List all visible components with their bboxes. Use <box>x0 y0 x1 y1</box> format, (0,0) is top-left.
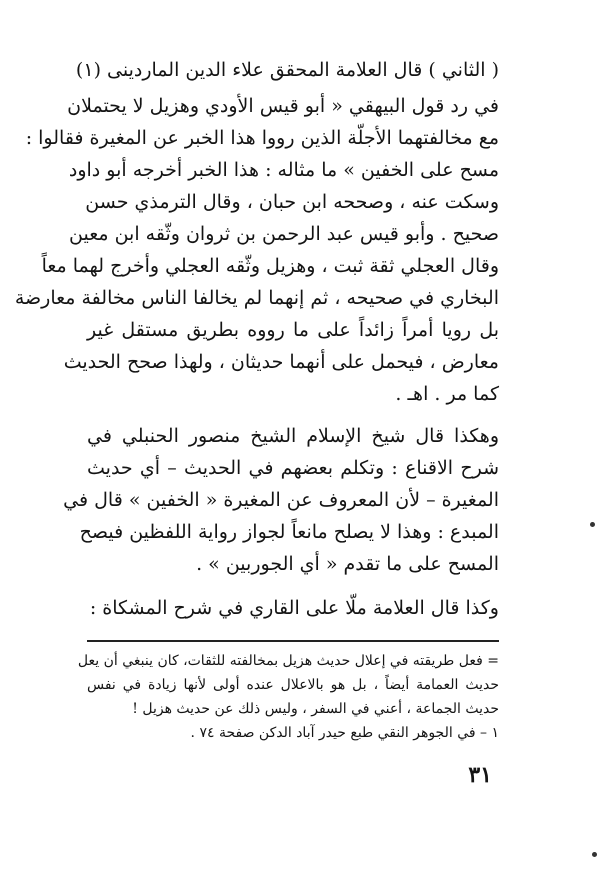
text-line: كما مر . اهـ . <box>395 383 499 405</box>
text-line: وسكت عنه ، وصححه ابن حبان ، وقال الترمذي حسن <box>85 191 499 213</box>
footnote-line: حديث الجماعة ، أعني في السفر ، وليس ذلك عن حديث هزيل ! <box>132 701 499 717</box>
text-line: المغيرة – لأن المعروف عن المغيرة « الخفين » قال في <box>63 489 499 511</box>
footnote-separator <box>87 640 499 642</box>
text-line: وقال العجلي ثقة ثبت ، وهزيل وثّقه العجلي وأخرج لهما معاً <box>41 255 499 277</box>
text-line: في رد قول البيهقي « أبو قيس الأودي وهزيل لا يحتملان <box>67 95 499 117</box>
footnote-line: حديث العمامة أيضاً ، بل هو بالاعلال عنده أولى لأنها زيادة في نفس <box>87 677 499 693</box>
text-line: ( الثاني ) قال العلامة المحقق علاء الدين الماردينى (١) <box>75 59 499 81</box>
text-line: شرح الاقناع : وتكلم بعضهم في الحديث – أي حديث <box>87 457 499 479</box>
text-line: معارض ، فيحمل على أنهما حديثان ، ولهذا صحح الحديث <box>63 351 499 373</box>
text-line: وهكذا قال شيخ الإسلام الشيخ منصور الحنبلي في <box>87 425 499 447</box>
text-line: بل رويا أمراً زائداً على ما رووه بطريق مستقل غير <box>87 319 499 341</box>
text-line: مع مخالفتهما الأجلّة الذين رووا هذا الخبر عن المغيرة فقالوا : <box>25 127 499 149</box>
text-line: المسح على ما تقدم « أي الجوربين » . <box>196 553 499 575</box>
footnote-line: = فعل طريقته في إعلال حديث هزيل بمخالفته للثقات، كان ينبغي أن يعل <box>77 653 499 669</box>
scan-speck <box>590 522 595 527</box>
text-line: مسح على الخفين » ما مثاله : هذا الخبر أخرجه أبو داود <box>68 159 499 181</box>
text-line: وكذا قال العلامة ملّا على القاري في شرح المشكاة : <box>89 597 499 619</box>
text-line: البخاري في صحيحه ، ثم إنهما لم يخالفا الناس مخالفة معارضة <box>14 287 499 309</box>
text-line: صحيح . وأبو قيس عبد الرحمن بن ثروان وثّقه ابن معين <box>69 223 499 245</box>
text-line: المبدع : وهذا لا يصلح مانعاً لجواز رواية اللفظين فيصح <box>79 521 499 543</box>
footnote-line: ١ – في الجوهر النقي طبع حيدر آباد الدكن صفحة ٧٤ . <box>190 725 499 741</box>
scan-speck <box>592 852 597 857</box>
page-number: ٣١ <box>468 762 492 788</box>
